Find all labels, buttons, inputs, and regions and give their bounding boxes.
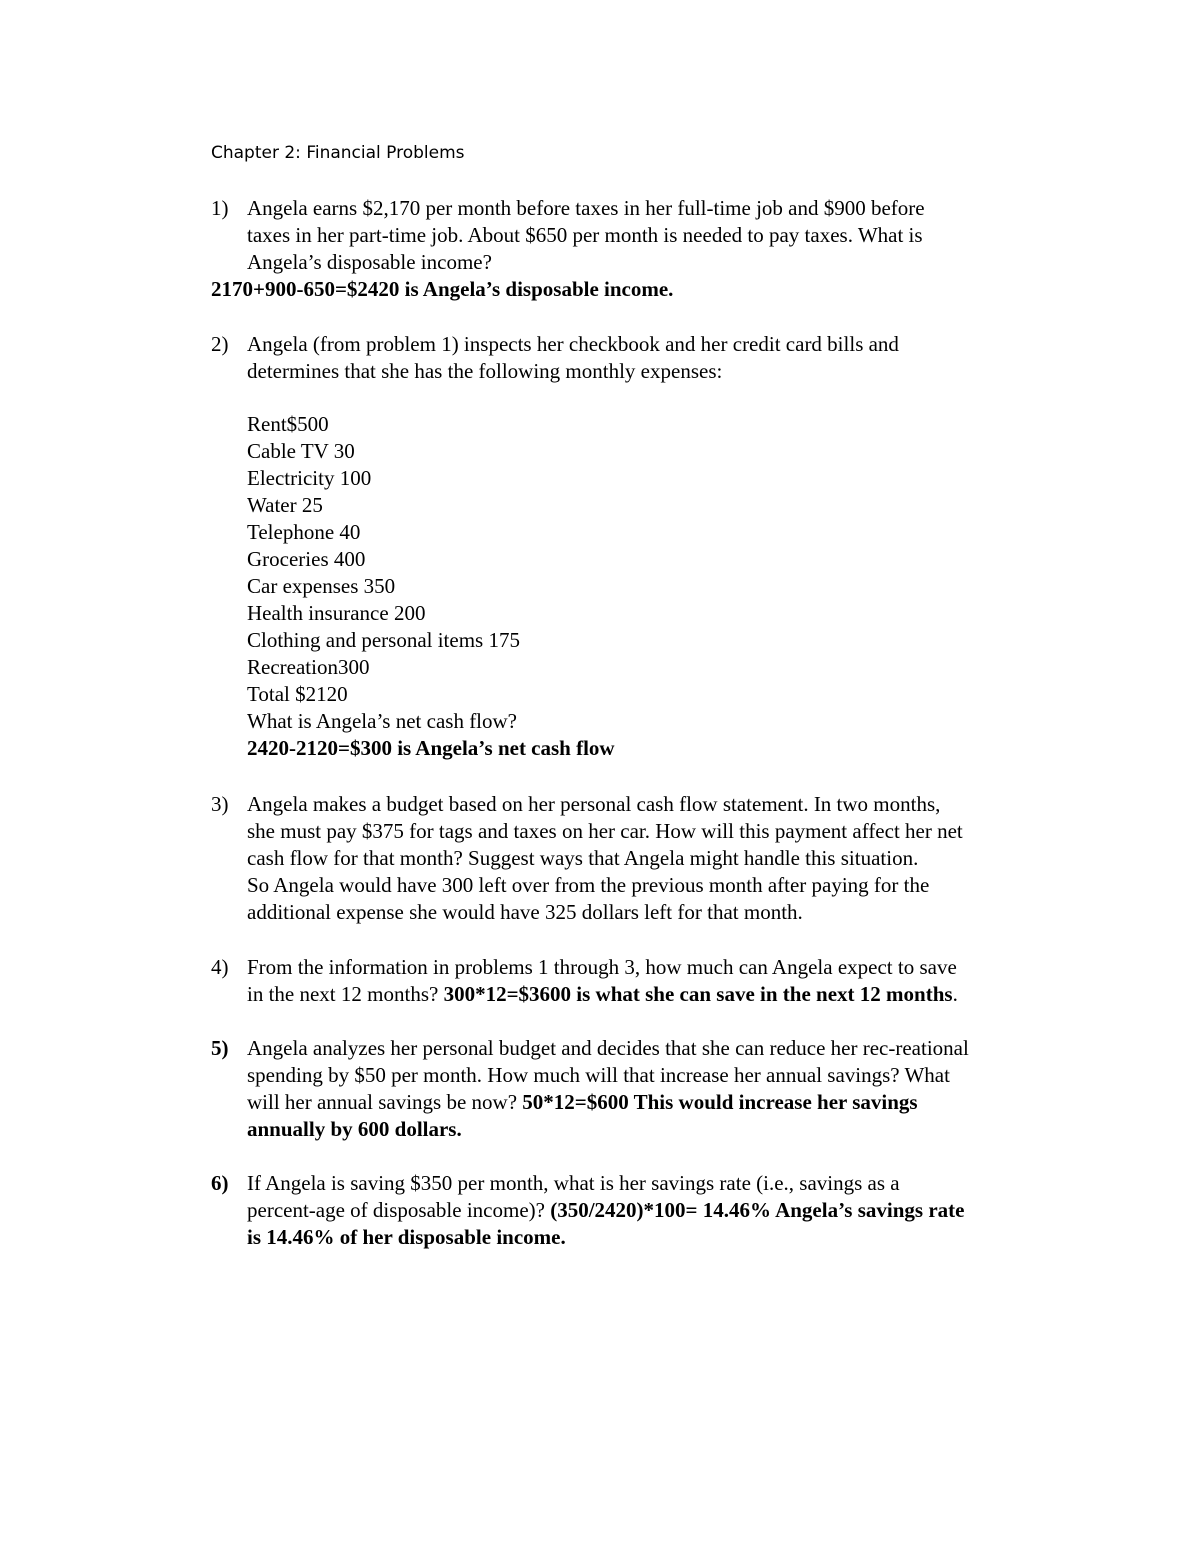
problem-2 [211, 331, 1091, 385]
problem-text-line: cash flow for that month? Suggest ways that Angela might handle this situation. [247, 846, 919, 870]
answer-3-line: So Angela would have 300 left over from the previous month after paying for the [247, 873, 930, 897]
answer-5-continued: annually by 600 dollars. [247, 1117, 462, 1141]
problem-text-line [247, 1089, 1091, 1116]
problem-text-line: Angela’s disposable income? [247, 250, 492, 274]
problem-number: 5) [211, 1036, 229, 1060]
answer-2: 2420-2120=$300 is Angela’s net cash flow [247, 736, 615, 760]
expense-item-electricity: Electricity 100 [247, 466, 372, 490]
answer-4-period: . [952, 982, 958, 1006]
problem-number: 4) [211, 955, 229, 979]
problem-text: percent-age of disposable income)? [247, 1198, 551, 1222]
expense-item-recreation: Recreation300 [247, 655, 370, 679]
problem-number: 3) [211, 792, 229, 816]
expense-item-cable-tv: Cable TV 30 [247, 439, 355, 463]
expense-item-health-insurance: Health insurance 200 [247, 601, 426, 625]
problem-text-line: If Angela is saving $350 per month, what is her savings rate (i.e., savings as a [247, 1171, 900, 1195]
problem-number: 2) [211, 332, 229, 356]
problem-text-line: she must pay $375 for tags and taxes on her car. How will this payment affect her net [247, 819, 963, 843]
problem-text-line: Angela (from problem 1) inspects her checkbook and her credit card bills and [247, 332, 899, 356]
page-title: Chapter 2: Financial Problems [211, 143, 465, 163]
problem-text: in the next 12 months? [247, 982, 444, 1006]
answer-6: (350/2420)*100= 14.46% Angela’s savings rate [550, 1198, 965, 1222]
problem-text-line: determines that she has the following monthly expenses: [247, 359, 723, 383]
problem-text-line: taxes in her part-time job. About $650 per month is needed to pay taxes. What is [247, 223, 923, 247]
expense-item-water: Water 25 [247, 493, 323, 517]
problem-number: 6) [211, 1171, 229, 1195]
expense-list [247, 411, 615, 762]
problem-5 [211, 1035, 1091, 1143]
problem-number: 1) [211, 196, 229, 220]
problem-4 [211, 954, 1091, 1008]
problem-question: What is Angela’s net cash flow? [247, 709, 518, 733]
expense-item-groceries: Groceries 400 [247, 547, 366, 571]
problem-text-line [247, 1197, 1091, 1224]
problem-text-line: Angela makes a budget based on her personal cash flow statement. In two months, [247, 792, 941, 816]
answer-4: 300*12=$3600 is what she can save in the next 12 months [443, 982, 953, 1006]
answer-6-continued: is 14.46% of her disposable income. [247, 1225, 566, 1249]
expense-item-rent: Rent$500 [247, 412, 329, 436]
problem-3 [211, 791, 1091, 926]
answer-3-line: additional expense she would have 325 dollars left for that month. [247, 900, 803, 924]
expense-item-car-expenses: Car expenses 350 [247, 574, 396, 598]
problem-text-line: Angela earns $2,170 per month before taxes in her full-time job and $900 before [247, 196, 925, 220]
problem-text-line: spending by $50 per month. How much will that increase her annual savings? What [247, 1063, 950, 1087]
problem-text-line: From the information in problems 1 through 3, how much can Angela expect to save [247, 955, 957, 979]
problem-text: will her annual savings be now? [247, 1090, 523, 1114]
problem-text-line [247, 981, 1091, 1008]
answer-5: 50*12=$600 This would increase her savings [522, 1090, 918, 1114]
answer-1: 2170+900-650=$2420 is Angela’s disposable income. [211, 277, 674, 301]
expense-item-clothing: Clothing and personal items 175 [247, 628, 520, 652]
problem-6 [211, 1170, 1091, 1251]
expense-item-telephone: Telephone 40 [247, 520, 361, 544]
expense-total: Total $2120 [247, 682, 348, 706]
problem-1 [211, 195, 1091, 276]
problem-text-line: Angela analyzes her personal budget and decides that she can reduce her rec-reational [247, 1036, 969, 1060]
